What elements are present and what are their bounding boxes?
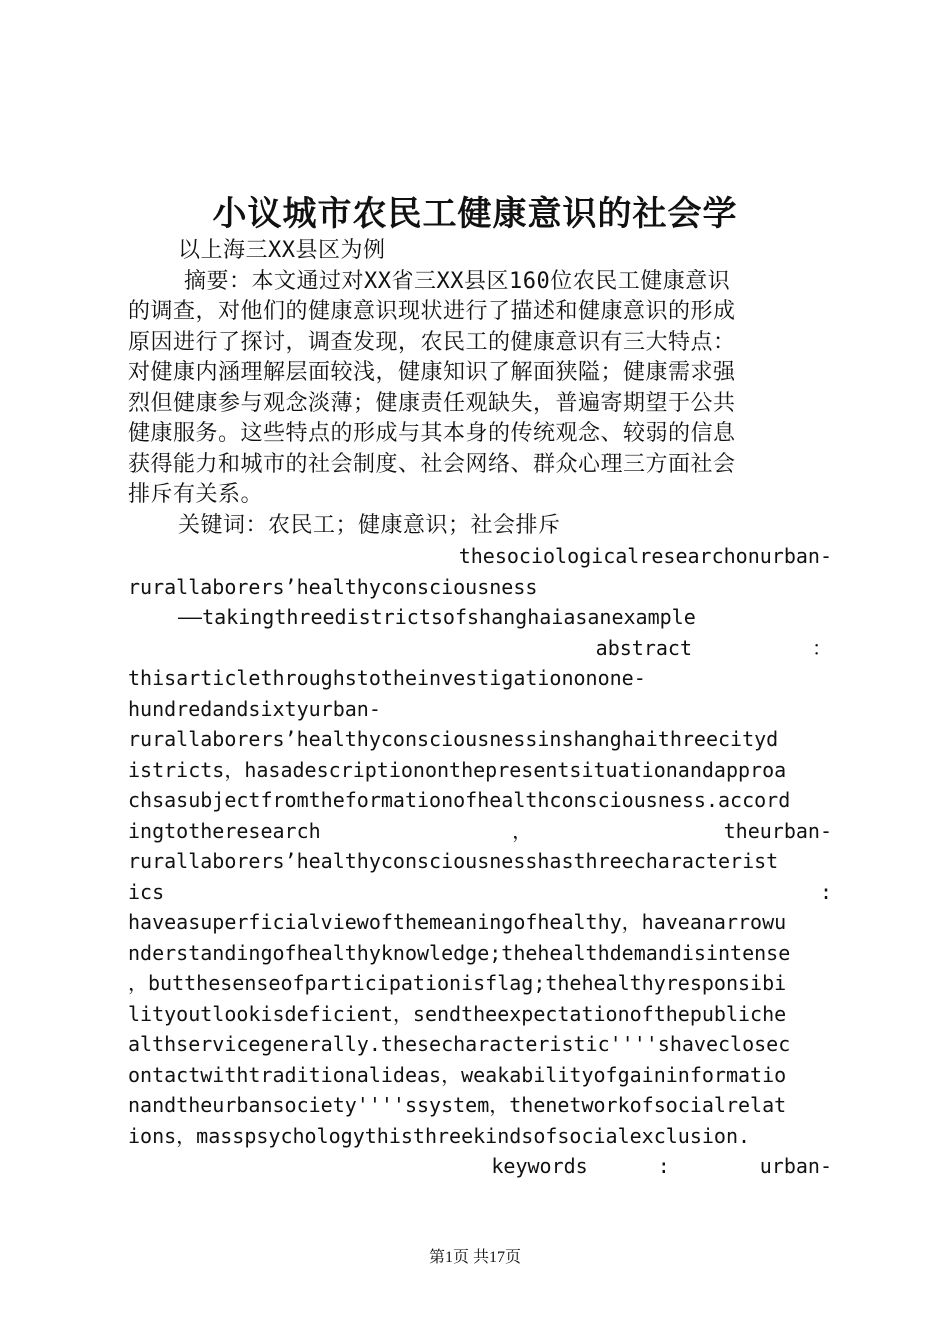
abstract-colon: ： — [812, 635, 832, 660]
abstract-en-line: haveasuperficialviewofthemeaningofhealthy，haveanarrowu — [128, 910, 787, 934]
english-title-line: thesociologicalresearchonurban- — [458, 544, 832, 568]
english-title-line: rurallaborers’healthyconsciousness — [128, 574, 538, 599]
abstract-en-line: lityoutlookisdeficient，sendtheexpectationofthepubliche — [128, 1001, 787, 1026]
ics-line-left: ics — [128, 879, 165, 904]
research-line-left: ingtotheresearch — [128, 818, 321, 843]
page-footer: 第1页 共17页 — [428, 1249, 521, 1266]
abstract-en-line: thisarticlethroughstotheinvestigationonone- — [128, 666, 646, 690]
abstract-en-line: rurallaborers’healthyconsciousnesshasthreecharacterist — [128, 849, 779, 873]
abstract-cn-line: 的调查，对他们的健康意识现状进行了描述和健康意识的形成 — [128, 299, 736, 324]
research-line — [128, 816, 832, 847]
abstract-cn-line: 原因进行了探讨，调查发现，农民工的健康意识有三大特点： — [128, 329, 736, 355]
page-title: 小议城市农民工健康意识的社会学 — [212, 194, 738, 234]
keywords-en-label: keywords — [491, 1154, 588, 1178]
abstract-en-line: ions，masspsychologythisthreekindsofsocialexclusion. — [128, 1123, 751, 1148]
keywords-cn: 关键词：农民工；健康意识；社会排斥 — [178, 512, 561, 538]
ics-line-right: : — [819, 879, 832, 904]
abstract-en-line: althservicegenerally.thesecharacteristic''''shaveclosec — [128, 1032, 791, 1056]
abstract-en-line: ontactwithtraditionalideas，weakabilityofgaininformatio — [128, 1062, 787, 1087]
abstract-en-line: rurallaborers’healthyconsciousnessinshanghaithreecityd — [128, 727, 779, 751]
abstract-cn-line: 排斥有关系。 — [128, 482, 264, 507]
abstract-cn-line: 烈但健康参与观念淡薄；健康责任观缺失，普遍寄期望于公共 — [128, 390, 736, 416]
abstract-en-line: istricts，hasadescriptiononthepresentsituationandapproa — [128, 757, 787, 782]
subtitle: 以上海三XX县区为例 — [178, 238, 386, 263]
document-body — [128, 236, 832, 1182]
keywords-en-line — [128, 1151, 832, 1182]
abstract-en-line: ，butthesenseofparticipationisflag;thehealthyresponsibi — [128, 971, 787, 995]
abstract-cn-line: 获得能力和城市的社会制度、社会网络、群众心理三方面社会 — [128, 451, 736, 477]
abstract-en-line: nandtheurbansociety''''ssystem，thenetworkofsocialrelat — [128, 1093, 787, 1117]
keywords-en-value: urban- — [759, 1154, 832, 1178]
abstract-cn-line: 摘要：本文通过对XX省三XX县区160位农民工健康意识 — [184, 268, 731, 294]
abstract-en-line: chsasubjectfromtheformationofhealthconsciousness.accord — [128, 788, 791, 812]
research-line-right: theurban- — [723, 818, 832, 843]
abstract-label: abstract — [595, 635, 692, 660]
abstract-label-line — [128, 633, 832, 664]
abstract-cn-line: 对健康内涵理解层面较浅，健康知识了解面狭隘；健康需求强 — [128, 360, 736, 385]
abstract-en-line: nderstandingofhealthyknowledge;thehealthdemandisintense — [128, 940, 791, 965]
ics-line — [128, 877, 832, 908]
english-subtitle: ——takingthreedistrictsofshanghaiasanexample — [178, 605, 696, 629]
abstract-cn-line: 健康服务。这些特点的形成与其本身的传统观念、较弱的信息 — [128, 421, 736, 446]
research-line-middle: ， — [512, 818, 533, 843]
abstract-en-line: hundredandsixtyurban- — [128, 696, 381, 721]
keywords-en-colon: : — [657, 1154, 670, 1178]
